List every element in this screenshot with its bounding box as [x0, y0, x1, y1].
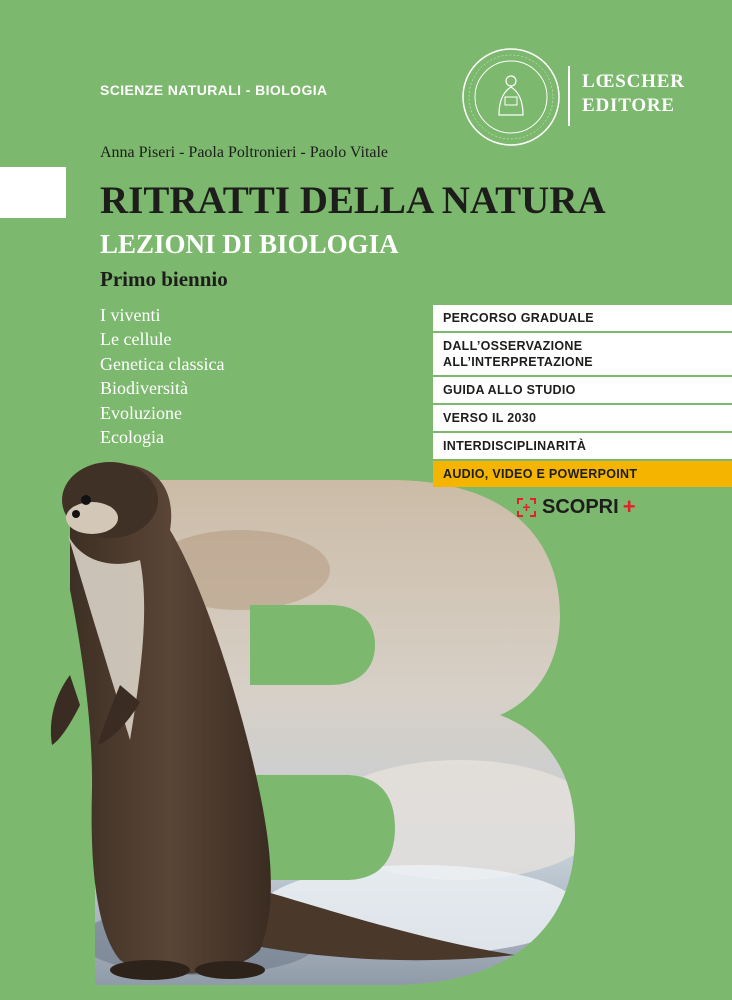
feature-item-highlight: AUDIO, VIDEO E POWERPOINT	[433, 461, 732, 487]
book-title: RITRATTI DELLA NATURA	[100, 179, 606, 222]
topic-item: Evoluzione	[100, 402, 182, 423]
scopri-badge	[517, 494, 636, 520]
feature-item: PERCORSO GRADUALE	[433, 305, 732, 331]
topic-item: Genetica classica	[100, 353, 225, 374]
feature-item: DALL’OSSERVAZIONE ALL’INTERPRETAZIONE	[433, 333, 732, 375]
scopri-plus-icon: +	[517, 498, 536, 517]
publisher-name	[582, 70, 685, 118]
scopri-label: SCOPRI	[542, 495, 619, 518]
scopri-plus: +	[622, 494, 636, 519]
level-label: Primo biennio	[100, 267, 228, 291]
feature-item: GUIDA ALLO STUDIO	[433, 377, 732, 403]
topic-item: Ecologia	[100, 427, 164, 448]
publisher-line-2: EDITORE	[582, 95, 675, 116]
topic-item: I viventi	[100, 305, 161, 325]
authors: Anna Piseri - Paola Poltronieri - Paolo Vitale	[100, 144, 389, 161]
white-tab	[0, 167, 66, 218]
topics-list	[100, 303, 224, 449]
book-subtitle: LEZIONI DI BIOLOGIA	[100, 229, 399, 259]
topic-item: Biodiversità	[100, 378, 188, 399]
otter-photo	[0, 440, 732, 1000]
feature-item: INTERDISCIPLINARITÀ	[433, 433, 732, 459]
feature-item: VERSO IL 2030	[433, 405, 732, 431]
topic-item: Le cellule	[100, 329, 172, 350]
publisher-seal-icon	[461, 47, 561, 147]
publisher-divider	[568, 66, 570, 126]
features-list	[433, 305, 732, 489]
series-label: SCIENZE NATURALI - BIOLOGIA	[100, 82, 328, 98]
publisher-line-1: LŒSCHER	[582, 71, 685, 92]
